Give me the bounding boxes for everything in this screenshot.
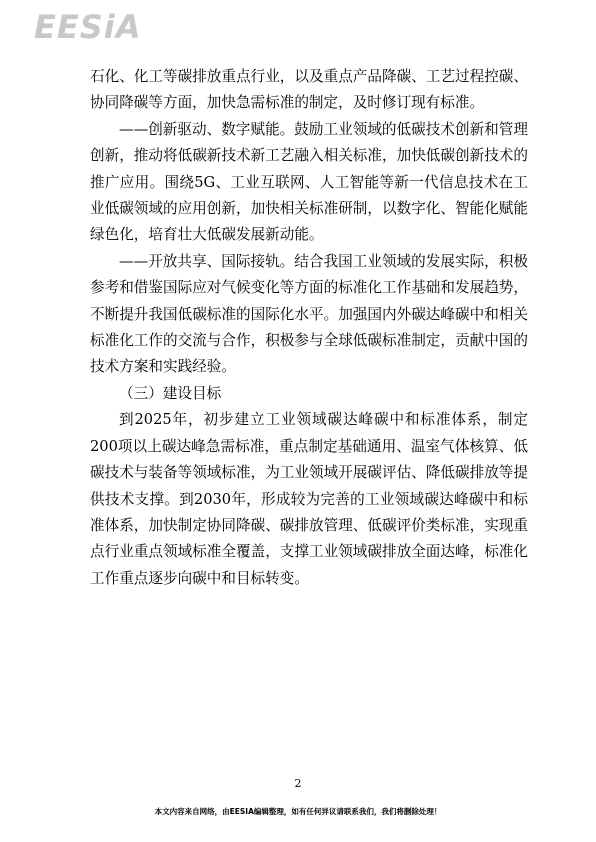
paragraph-goals: 到2025年，初步建立工业领域碳达峰碳中和标准体系，制定200项以上碳达峰急需标准，重点制定基础通用、温室气体核算、低碳技术与装备等领域标准，为工业领域开展碳评估、降低碳排放等提供技术支撑。到2030年，形成较为完善的工业领域碳达峰碳中和标准体系，加快制定协同降碳、碳排放管理、低碳评价类标准，实现重点行业重点领域标准全覆盖，支撑工业领域碳排放全面达峰，标准化工作重点逐步向碳中和目标转变。 (90, 411, 528, 587)
footer-disclaimer: 本文内容来自网络，由EESIA编辑整理，如有任何异议请联系我们，我们将删除处理！ (154, 807, 442, 816)
paragraph-innovation: ——创新驱动、数字赋能。鼓励工业领域的低碳技术创新和管理创新，推动将低碳新技术新工艺融入相关标准，加快低碳创新技术的推广应用。围绕5G、工业互联网、人工智能等新一代信息技术在工业低碳领域的应用创新，加快相关标准研制，以数字化、智能化赋能绿色化，培育壮大低碳发展新动能。 (90, 120, 528, 244)
paragraph-openness: ——开放共享、国际接轨。结合我国工业领域的发展实际，积极参考和借鉴国际应对气候变化等方面的标准化工作基础和发展趋势，不断提升我国低碳标准的国际化水平。加强国内外碳达峰碳中和相关标准化工作的交流与合作，积极参与全球低碳标准制定，贡献中国的技术方案和实践经验。 (90, 252, 528, 376)
document-body (90, 64, 528, 592)
section-heading: （三）建设目标 (119, 384, 222, 402)
eesia-logo: EESiA (34, 8, 142, 46)
page-number: 2 (294, 777, 302, 790)
paragraph-continuation: 石化、化工等碳排放重点行业，以及重点产品降碳、工艺过程控碳、协同降碳等方面，加快急需标准的制定，及时修订现有标准。 (90, 68, 528, 112)
